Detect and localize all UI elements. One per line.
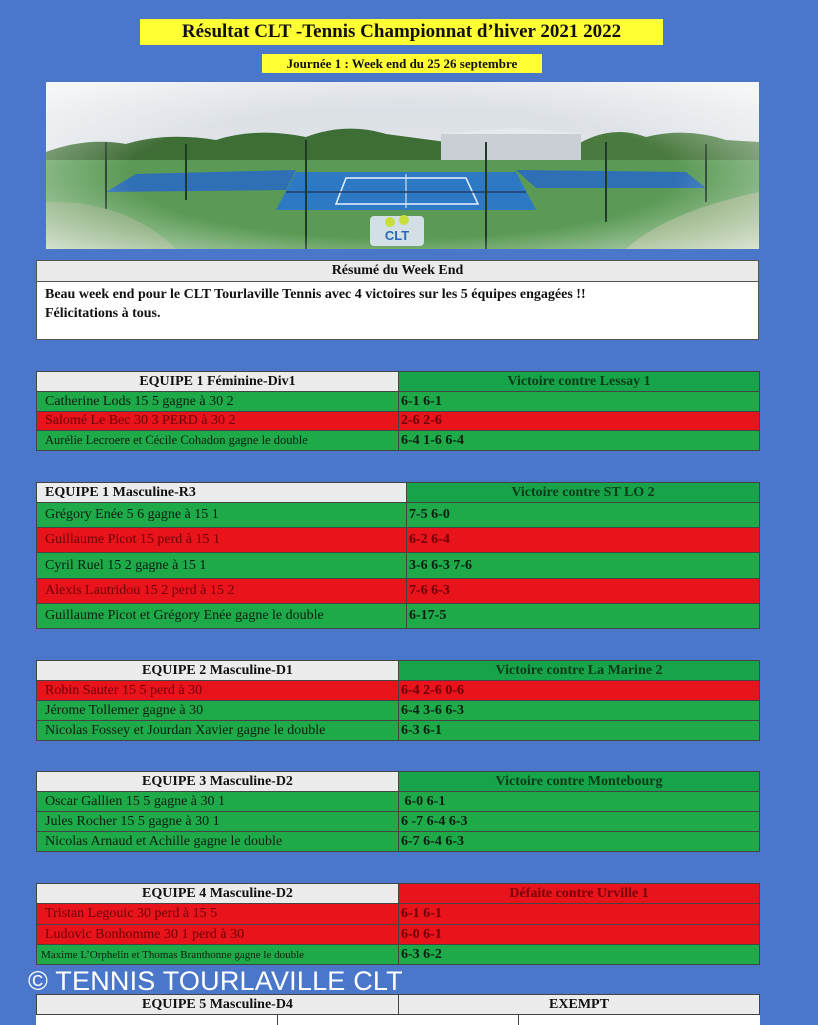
summary-box — [36, 260, 759, 340]
match-score: 6-1 6-1 — [399, 392, 760, 412]
match-player: Ludovic Bonhomme 30 1 perd à 30 — [37, 925, 399, 945]
team-5-table — [36, 994, 760, 1024]
match-score: 6-1 6-1 — [399, 904, 760, 925]
copyright-watermark: © TENNIS TOURLAVILLE CLT — [28, 966, 403, 996]
match-player: Salomé Le Bec 30 3 PERD à 30 2 — [37, 412, 399, 431]
team-result: Victoire contre Lessay 1 — [399, 372, 760, 392]
team-name: EQUIPE 3 Masculine-D2 — [37, 772, 399, 792]
team-name: EQUIPE 1 Féminine-Div1 — [37, 372, 399, 392]
team-name: EQUIPE 2 Masculine-D1 — [37, 661, 399, 681]
team-table — [36, 371, 760, 451]
match-player: Tristan Legouic 30 perd à 15 5 — [37, 904, 399, 925]
team-table — [36, 482, 760, 629]
team-result: Victoire contre La Marine 2 — [399, 661, 760, 681]
match-player: Maxime L’Orphelin et Thomas Branthonne gagne le double — [37, 945, 399, 965]
team-result: EXEMPT — [549, 997, 609, 1012]
team-result: Défaite contre Urville 1 — [399, 884, 760, 904]
match-player: Nicolas Fossey et Jourdan Xavier gagne le double — [37, 721, 399, 741]
match-player: Catherine Lods 15 5 gagne à 30 2 — [37, 392, 399, 412]
match-score: 6-4 2-6 0-6 — [399, 681, 760, 701]
summary-line-2: Félicitations à tous. — [45, 306, 161, 321]
match-player: Aurélie Lecroere et Cécile Cohadon gagne le double — [37, 431, 399, 451]
summary-line-1: Beau week end pour le CLT Tourlaville Tennis avec 4 victoires sur les 5 équipes engagées !! — [45, 287, 586, 302]
match-score: 7-6 6-3 — [407, 579, 760, 604]
match-score: 6-7 6-4 6-3 — [399, 832, 760, 852]
match-player: Guillaume Picot et Grégory Enée gagne le double — [37, 604, 407, 629]
team-name: EQUIPE 4 Masculine-D2 — [37, 884, 399, 904]
match-player: Jules Rocher 15 5 gagne à 30 1 — [37, 812, 399, 832]
svg-text:CLT: CLT — [384, 228, 410, 243]
match-score: 6-4 1-6 6-4 — [399, 431, 760, 451]
match-score: 6-17-5 — [407, 604, 760, 629]
match-score: 2-6 2-6 — [399, 412, 760, 431]
summary-heading: Résumé du Week End — [37, 261, 758, 282]
clt-logo — [370, 215, 424, 246]
team-result: Victoire contre ST LO 2 — [407, 483, 760, 503]
match-score: 6-4 3-6 6-3 — [399, 701, 760, 721]
team-result: Victoire contre Montebourg — [399, 772, 760, 792]
team-name: EQUIPE 5 Masculine-D4 — [37, 995, 399, 1014]
match-score: 6-0 6-1 — [399, 792, 760, 812]
match-score: 6-3 6-2 — [399, 945, 760, 965]
team-name: EQUIPE 1 Masculine-R3 — [37, 483, 407, 503]
match-player: Guillaume Picot 15 perd à 15 1 — [37, 528, 407, 553]
page-subtitle: Journée 1 : Week end du 25 26 septembre — [262, 54, 542, 73]
match-player: Robin Sauter 15 5 perd à 30 — [37, 681, 399, 701]
match-player: Cyril Ruel 15 2 gagne à 15 1 — [37, 553, 407, 579]
tennis-courts-photo — [46, 82, 759, 249]
match-player: Oscar Gallien 15 5 gagne à 30 1 — [37, 792, 399, 812]
match-player: Jérome Tollemer gagne à 30 — [37, 701, 399, 721]
team-table — [36, 771, 760, 852]
match-player: Grégory Enée 5 6 gagne à 15 1 — [37, 503, 407, 528]
team-table — [36, 883, 760, 965]
match-score: 3-6 6-3 7-6 — [407, 553, 760, 579]
match-score: 6-0 6-1 — [399, 925, 760, 945]
match-score: 6 -7 6-4 6-3 — [399, 812, 760, 832]
match-score: 6-2 6-4 — [407, 528, 760, 553]
page-title: Résultat CLT -Tennis Championnat d’hiver 2021 2022 — [140, 19, 663, 45]
match-player: Alexis Lautridou 15 2 perd à 15 2 — [37, 579, 407, 604]
match-score: 7-5 6-0 — [407, 503, 760, 528]
match-player: Nicolas Arnaud et Achille gagne le double — [37, 832, 399, 852]
team-table — [36, 660, 760, 741]
match-score: 6-3 6-1 — [399, 721, 760, 741]
